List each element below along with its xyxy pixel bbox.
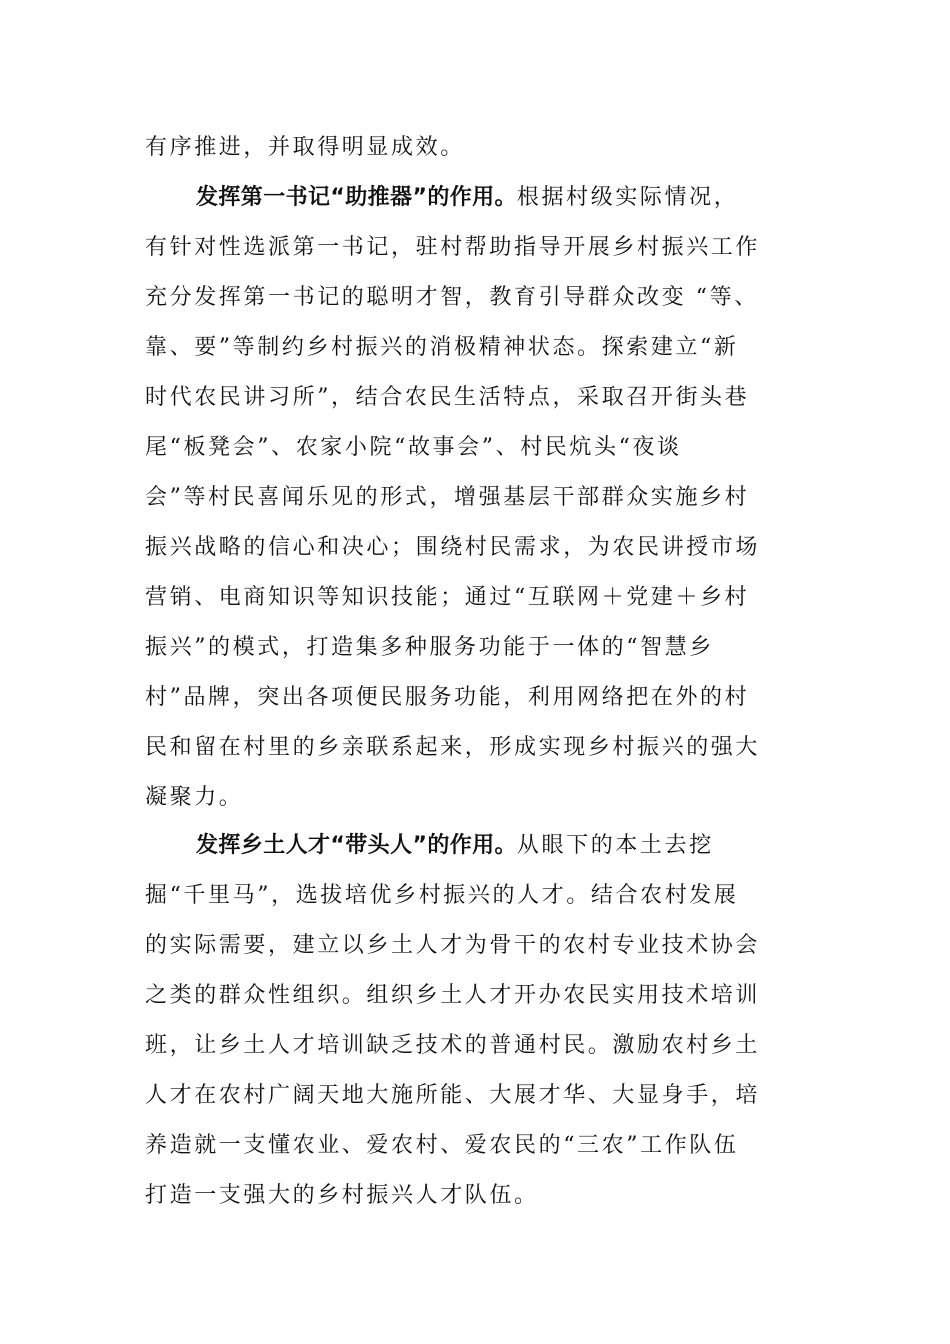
section-text: 从眼下的本土去挖 — [516, 833, 714, 858]
body-line: 掘“千里马”，选拔培优乡村振兴的人才。结合农村发展 — [145, 883, 739, 908]
body-line: 民和留在村里的乡亲联系起来，形成实现乡村振兴的强大 — [145, 735, 761, 760]
section-heading: 发挥乡土人才“带头人”的作用。 — [196, 833, 517, 858]
body-line: 靠、要”等制约乡村振兴的消极精神状态。探索建立“新 — [145, 335, 739, 360]
body-line: 充分发挥第一书记的聪明才智，教育引导群众改变 “等、 — [145, 285, 759, 310]
body-line: 有针对性选派第一书记，驻村帮助指导开展乡村振兴工作 — [145, 235, 761, 260]
section-heading-line — [196, 828, 810, 864]
body-line: 有序推进，并取得明显成效。 — [145, 135, 465, 160]
section-text: 根据村级实际情况， — [516, 185, 739, 210]
body-line: 的实际需要，建立以乡土人才为骨干的农村专业技术协会 — [145, 933, 761, 958]
body-line: 凝聚力。 — [145, 785, 244, 810]
body-line: 尾“板凳会”、农家小院“故事会”、村民炕头“夜谈 — [145, 435, 682, 460]
section-heading-line — [196, 180, 810, 216]
body-line: 村”品牌，突出各项便民服务功能，利用网络把在外的村 — [145, 685, 750, 710]
body-line: 时代农民讲习所”，结合农民生活特点，采取召开街头巷 — [145, 385, 750, 410]
body-line: 班，让乡土人才培训缺乏技术的普通村民。激励农村乡土 — [145, 1033, 761, 1058]
body-line: 营销、电商知识等知识技能；通过“互联网＋党建＋乡村 — [145, 585, 750, 610]
body-line: 会”等村民喜闻乐见的形式，增强基层干部群众实施乡村 — [145, 485, 750, 510]
body-line: 打造一支强大的乡村振兴人才队伍。 — [145, 1183, 539, 1208]
body-line: 振兴战略的信心和决心；围绕村民需求，为农民讲授市场 — [145, 535, 761, 560]
body-line: 振兴”的模式，打造集多种服务功能于一体的“智慧乡 — [145, 635, 714, 660]
section-heading: 发挥第一书记“助推器”的作用。 — [196, 185, 517, 210]
body-line: 人才在农村广阔天地大施所能、大展才华、大显身手，培 — [145, 1083, 761, 1108]
body-line: 之类的群众性组织。组织乡土人才开办农民实用技术培训 — [145, 983, 761, 1008]
body-line: 养造就一支懂农业、爱农村、爱农民的“三农”工作队伍 — [145, 1133, 739, 1158]
